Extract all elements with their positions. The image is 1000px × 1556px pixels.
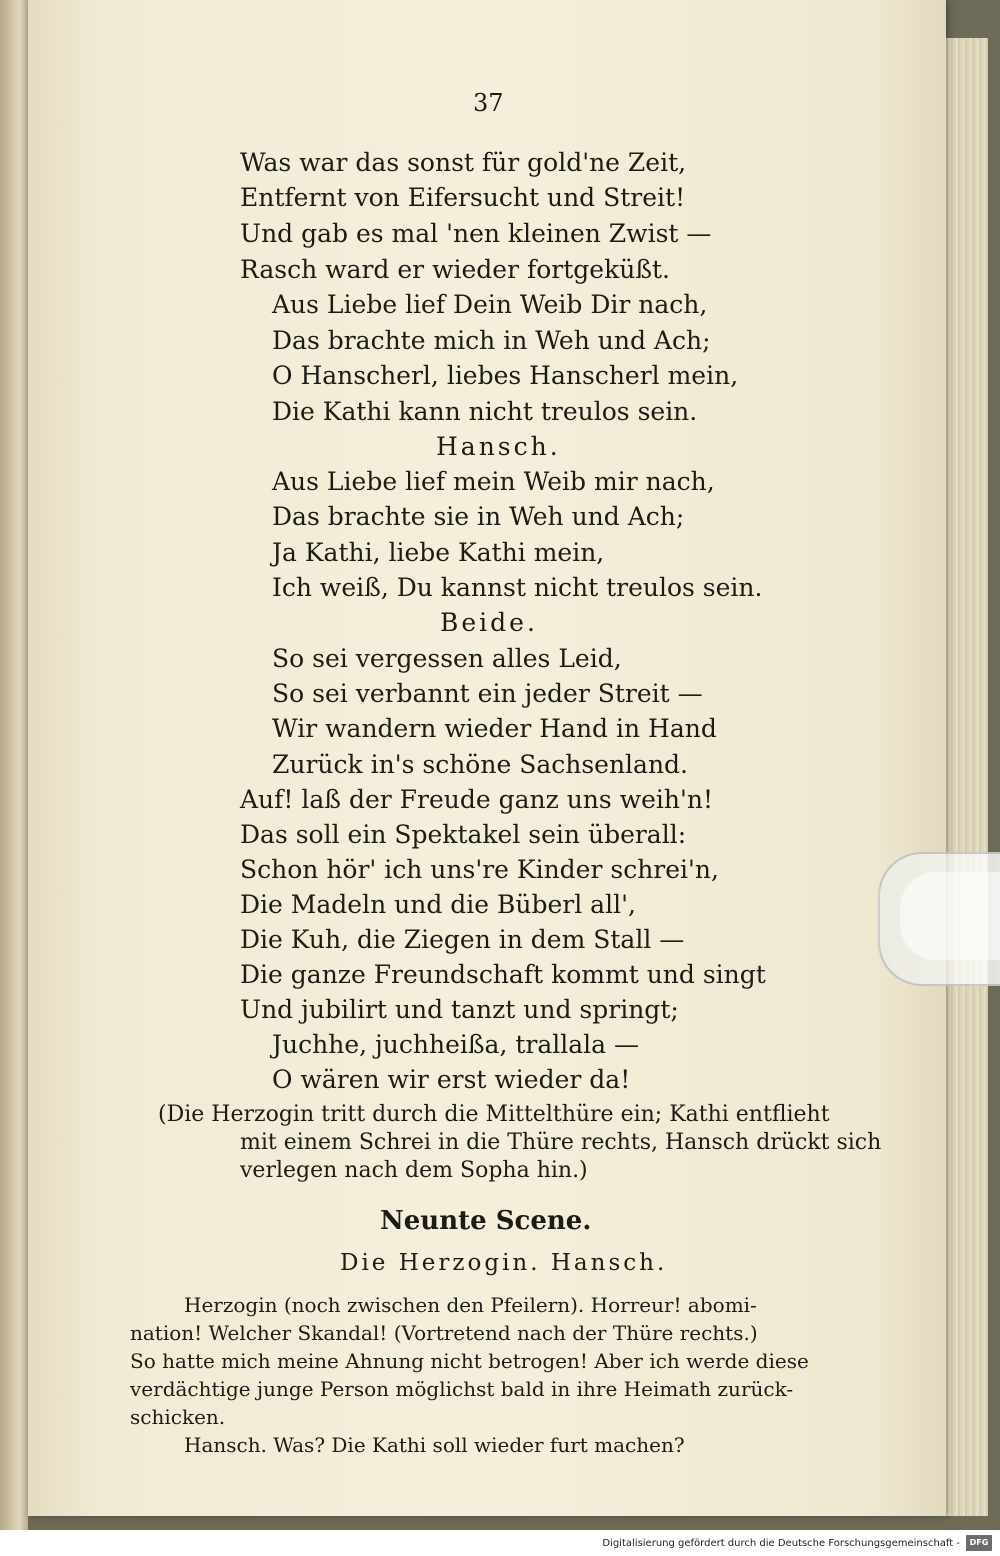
verse-line: Auf! laß der Freude ganz uns weih'n! — [240, 785, 713, 814]
book-page — [28, 0, 946, 1516]
funding-note: Digitalisierung gefördert durch die Deutsche Forschungsgemeinschaft - — [602, 1538, 960, 1549]
speaker-label: Beide. — [440, 608, 538, 637]
stage-direction: verlegen nach dem Sopha hin.) — [240, 1158, 588, 1183]
verse-line: Und jubilirt und tanzt und springt; — [240, 995, 679, 1024]
dialogue-line: verdächtige junge Person möglichst bald in ihre Heimath zurück- — [130, 1377, 794, 1401]
verse-line: Ich weiß, Du kannst nicht treulos sein. — [272, 573, 763, 602]
verse-line: Schon hör' ich uns're Kinder schrei'n, — [240, 855, 719, 884]
verse-line: Was war das sonst für gold'ne Zeit, — [240, 148, 687, 177]
verse-line: So sei verbannt ein jeder Streit — — [272, 679, 703, 708]
page-stack-edges — [940, 38, 988, 1516]
scene-heading: Neunte Scene. — [380, 1206, 592, 1236]
verse-line: Die Kuh, die Ziegen in dem Stall — — [240, 925, 685, 954]
verse-line: Rasch ward er wieder fortgeküßt. — [240, 255, 671, 284]
verse-line: Aus Liebe lief mein Weib mir nach, — [272, 467, 715, 496]
verse-line: Wir wandern wieder Hand in Hand — [272, 714, 717, 743]
speaker-label: Hansch. — [436, 432, 561, 461]
verse-line: Juchhe, juchheißa, trallala — — [272, 1030, 640, 1059]
verse-line: Das brachte sie in Weh und Ach; — [272, 502, 685, 531]
dfg-logo: DFG — [966, 1535, 992, 1551]
verse-line: Das brachte mich in Weh und Ach; — [272, 326, 711, 355]
dialogue-line: Hansch. Was? Die Kathi soll wieder furt machen? — [184, 1433, 685, 1457]
verse-line: O Hanscherl, liebes Hanscherl mein, — [272, 361, 739, 390]
verse-line: Aus Liebe lief Dein Weib Dir nach, — [272, 290, 708, 319]
verse-line: Die Kathi kann nicht treulos sein. — [272, 397, 698, 426]
page-marker-clip-inner — [900, 872, 1000, 960]
verse-line: Zurück in's schöne Sachsenland. — [272, 750, 689, 779]
footer-bar — [0, 1530, 1000, 1556]
verse-line: Die Madeln und die Büberl all', — [240, 890, 636, 919]
scene-characters: Die Herzogin. Hansch. — [340, 1250, 668, 1276]
verse-line: Das soll ein Spektakel sein überall: — [240, 820, 687, 849]
facing-page-edge — [0, 0, 28, 1530]
verse-line: O wären wir erst wieder da! — [272, 1065, 631, 1094]
verse-line: Entfernt von Eifersucht und Streit! — [240, 183, 686, 212]
stage-direction: mit einem Schrei in die Thüre rechts, Hansch drückt sich — [240, 1130, 882, 1155]
dialogue-line: schicken. — [130, 1405, 226, 1429]
dialogue-line: nation! Welcher Skandal! (Vortretend nach der Thüre rechts.) — [130, 1321, 758, 1345]
verse-line: Die ganze Freundschaft kommt und singt — [240, 960, 766, 989]
verse-line: Ja Kathi, liebe Kathi mein, — [272, 538, 605, 567]
stage-direction: (Die Herzogin tritt durch die Mittelthüre ein; Kathi entflieht — [158, 1102, 830, 1127]
dialogue-line: So hatte mich meine Ahnung nicht betrogen! Aber ich werde diese — [130, 1349, 809, 1373]
dialogue-line: Herzogin (noch zwischen den Pfeilern). Horreur! abomi- — [184, 1293, 757, 1317]
page-number: 37 — [473, 89, 504, 117]
verse-line: So sei vergessen alles Leid, — [272, 644, 622, 673]
verse-line: Und gab es mal 'nen kleinen Zwist — — [240, 219, 712, 248]
